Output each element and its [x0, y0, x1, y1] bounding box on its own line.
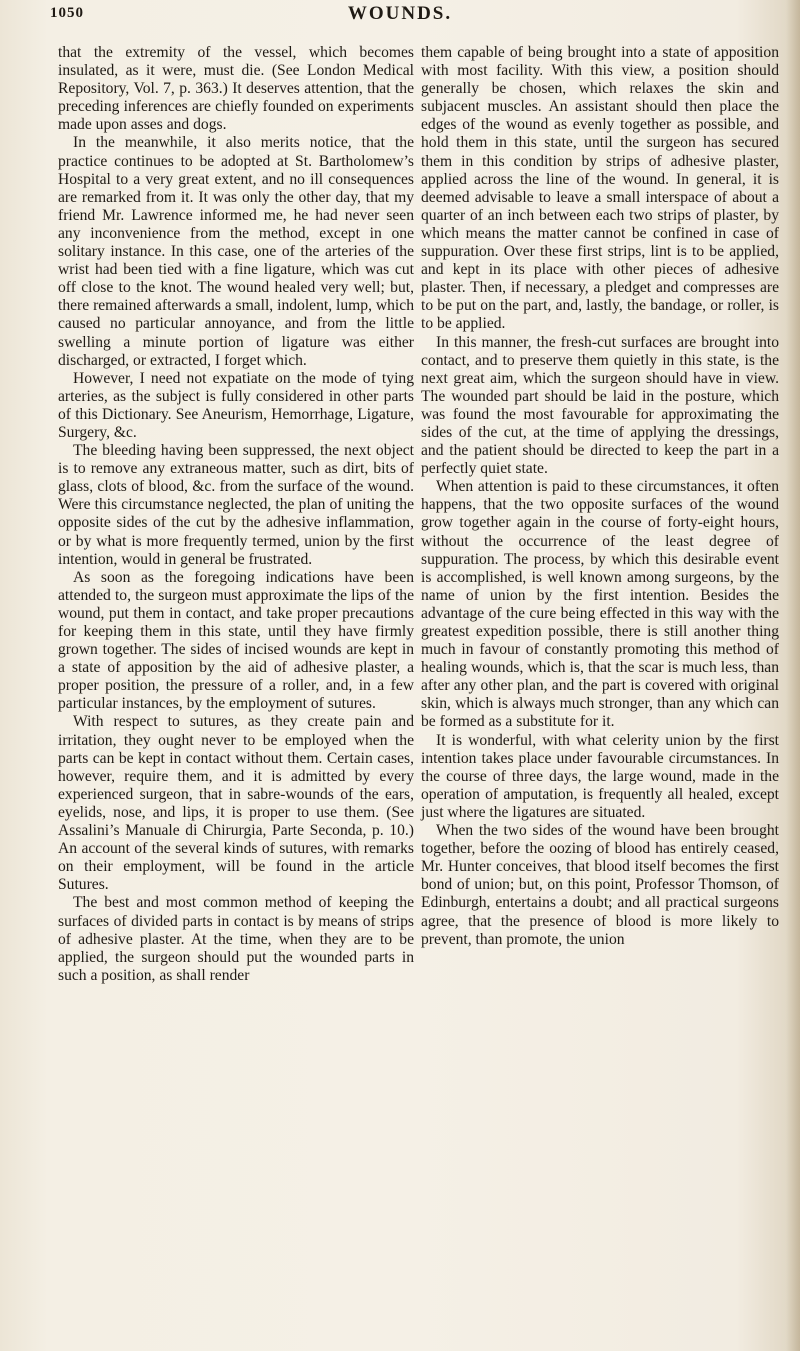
paragraph-right-1: In this manner, the fresh-cut surfaces are brought into contact, and to preserve them quietly in this state, is the next great aim, which the surgeon should have in view. The wounded part should be laid in the posture, which was found the most favourable for approximating the sides of the cut, at the time of applying the dressings, and the patient should be directed to keep the part in a perfectly quiet state. — [421, 333, 779, 478]
page-edge-shadow — [786, 0, 800, 1351]
page-number: 1050 — [50, 5, 84, 21]
paragraph-left-7: The best and most common method of keeping the surfaces of divided parts in contact is by means of strips of adhesive plaster. At the time, when they are to be applied, the surgeon should put the wounded parts in such a position, as shall render — [58, 894, 414, 984]
paragraph-right-4: When the two sides of the wound have been brought together, before the oozing of blood has entirely ceased, Mr. Hunter conceives, that blood itself becomes the first bond of union; but, on this point, Professor Thomson, of Edinburgh, entertains a doubt; and all practical surgeons agree, that the presence of blood is more likely to prevent, than promote, the union — [421, 822, 779, 948]
paragraph-left-6: With respect to sutures, as they create pain and irritation, they ought never to be employed when the parts can be kept in contact without them. Certain cases, however, require them, and it is admitted by every experienced surgeon, that in sabre-wounds of the ears, eyelids, nose, and lips, it is proper to use them. (See Assalini’s Manuale di Chirurgia, Parte Seconda, p. 10.) An account of the several kinds of sutures, with remarks on their employment, will be found in the article Sutures. — [58, 713, 414, 894]
paragraph-right-continuation: them capable of being brought into a state of apposition with most facility. With this view, a position should generally be chosen, which relaxes the skin and subjacent muscles. An assistant should then place the edges of the wound as evenly together as possible, and hold them in this state, until the surgeon has secured them in this condition by strips of adhesive plaster, applied across the line of the wound. In general, it is deemed advisable to leave a small interspace of about a quarter of an inch between each two strips of plaster, by which means the matter cannot be confined in case of suppuration. Over these first strips, lint is to be applied, and kept in its place with other pieces of adhesive plaster. Then, if necessary, a pledget and compresses are to be put on the part, and, lastly, the bandage, or roller, is to be applied. — [421, 44, 779, 333]
paragraph-left-4: The bleeding having been suppressed, the next object is to remove any extraneous matter, such as dirt, bits of glass, clots of blood, &c. from the surface of the wound. Were this circumstance neglected, the plan of uniting the opposite sides of the cut by the adhesive inflammation, or by what is more frequently termed, union by the first intention, would in general be frustrated. — [58, 442, 414, 568]
paragraph-right-2: When attention is paid to these circumstances, it often happens, that the two opposite surfaces of the wound grow together again in the course of forty-eight hours, without the occurrence of the least degree of suppuration. The process, by which this desirable event is accomplished, is well known among surgeons, by the name of union by the first intention. Besides the advantage of the cure being effected in this way with the greatest expedition possible, there is still another thing much in favour of constantly promoting this method of healing wounds, which is, that the scar is much less, than after any other plan, and the part is covered with original skin, which is always much stronger, than any which can be formed as a substitute for it. — [421, 478, 779, 731]
paragraph-left-1: that the extremity of the vessel, which becomes insulated, as it were, must die. (See London Medical Repository, Vol. 7, p. 363.) It deserves attention, that the preceding inferences are chiefly founded on experiments made upon asses and dogs. — [58, 44, 414, 134]
paragraph-left-3: However, I need not expatiate on the mode of tying arteries, as the subject is fully considered in other parts of this Dictionary. See Aneurism, Hemorrhage, Ligature, Surgery, &c. — [58, 369, 414, 441]
running-head: WOUNDS. — [347, 3, 453, 24]
left-column — [58, 44, 414, 985]
paragraph-right-3: It is wonderful, with what celerity union by the first intention takes place under favourable circumstances. In the course of three days, the large wound, made in the operation of amputation, is frequently all healed, except just where the ligatures are situated. — [421, 731, 779, 821]
paragraph-left-5: As soon as the foregoing indications have been attended to, the surgeon must approximate the lips of the wound, put them in contact, and take proper precautions for keeping them in this state, until they have firmly grown together. The sides of incised wounds are kept in a state of apposition by the aid of adhesive plaster, a proper position, the pressure of a roller, and, in a few particular instances, by the employment of sutures. — [58, 568, 414, 713]
right-column — [421, 44, 779, 949]
paragraph-left-2: In the meanwhile, it also merits notice, that the practice continues to be adopted at St. Bartholomew’s Hospital to a very great extent, and no ill consequences are remarked from it. It was only the other day, that my friend Mr. Lawrence informed me, he had never seen any inconvenience from the method, except in one solitary instance. In this case, one of the arteries of the wrist had been tied with a fine ligature, which was cut off close to the knot. The wound healed very well; but, there remained afterwards a small, indolent, lump, which caused no particular annoyance, and from the little swelling a minute portion of ligature was either discharged, or extracted, I forget which. — [58, 134, 414, 369]
